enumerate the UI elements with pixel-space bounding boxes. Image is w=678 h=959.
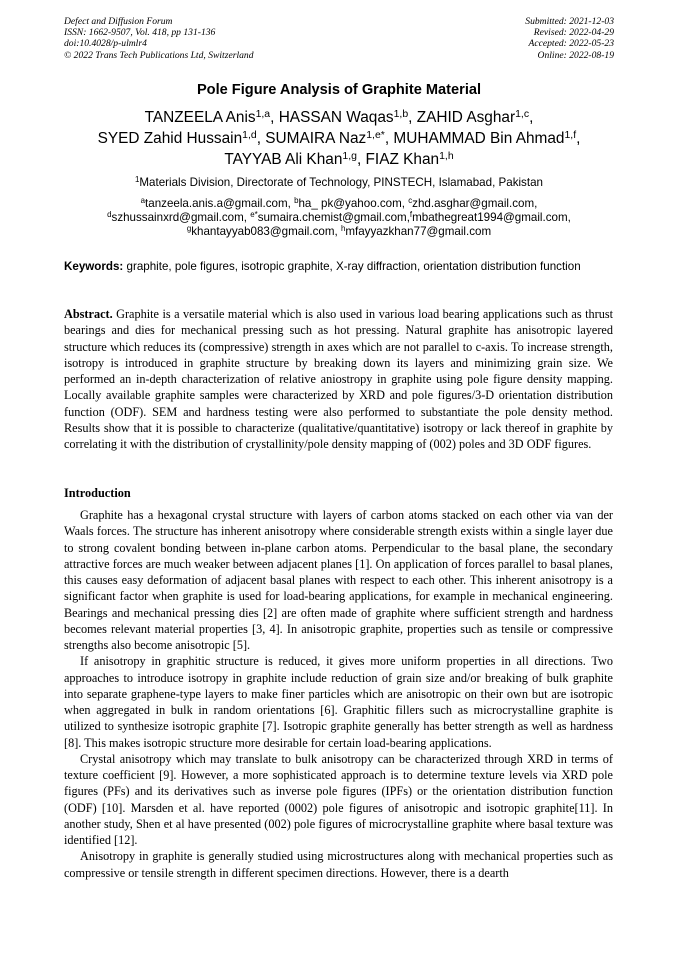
author: MUHAMMAD Bin Ahmad$^{1,f}$,: [393, 129, 581, 147]
email-link[interactable]: sumaira.chemist@gmail.com: [257, 211, 407, 225]
paper-title: Pole Figure Analysis of Graphite Material: [196, 82, 482, 98]
email-link[interactable]: ha_ pk@yahoo.com: [298, 197, 402, 210]
email-link[interactable]: zhd.asghar@gmail.com: [412, 197, 535, 210]
abstract-text: Graphite is a versatile material which is also used in various load bearing applications such as thrust bearings and dies for mechanical pressing such as hot pressing. Natural graphite has anisotropic layered structure which reduces its (compressive) strength in axes which are not parallel to c-axis. To increase strength, isotropy is introduced in graphite structure by breaking down its layers and minimizing grain size. We performed an in-depth characterization of relative aniostropy in graphite using pole figure density mapping. Locally available graphite samples were characterized by XRD and pole figures/3-D orientation distribution function (ODF). SEM and hardness testing were also performed to substantiate the pole density method. Results show that it is possible to characterize (qualitative/quantitative) isotropy or lack thereof in graphite by correlating it with the distribution of crystallinity/pole density mapping of (002) poles and 3D ODF figures.: [64, 307, 613, 451]
email-link[interactable]: mbathegreat1994@gmail.com: [412, 211, 568, 225]
publication-dates: [525, 16, 614, 61]
date-accepted: Accepted: 2022-05-23: [528, 38, 614, 50]
paragraph: Crystal anisotropy which may translate to bulk anisotropy can be characterized through XRD in terms of texture coefficient [9]. However, a more sophisticated approach is to determine texture levels via XRD pole figures (PFs) and its derivatives such as inverse pole figures (IPFs) or the orientation distribution function (ODF) [10]. Marsden et al. have reported (0002) pole figures of anisotropic and isotropic graphite[11]. In another study, Shen et al have presented (002) pole figures of microcrystalline graphite where basal texture was identified [12].: [64, 751, 613, 847]
journal-doi: doi:10.4028/p-ulmlr4: [64, 38, 147, 50]
author: TAYYAB Ali Khan$^{1,g}$,: [224, 150, 366, 168]
author: ZAHID Asghar$^{1,c}$,: [416, 108, 534, 126]
author: SUMAIRA Naz$^{1,e*}$,: [265, 129, 394, 147]
abstract: [64, 306, 613, 452]
section-heading: Introduction: [64, 486, 131, 500]
author-emails: $^a$tanzeela.anis.a@gmail.com, $^b$ha_ pk@yahoo.com, $^c$zhd.asghar@gmail.com, $^d$szhussainxrd@gmail.com, $^{e*}$sumaira.chemist@gmail.com,$^f$mbathegreat1994@gmail.com, $^g$khantayyab083@gmail.com, $^h$mfayyazkhan77@gmail.com: [107, 196, 571, 239]
author: HASSAN Waqas$^{1,b}$,: [278, 108, 417, 126]
introduction-body: [64, 507, 613, 881]
author: TANZEELA Anis$^{1,a}$,: [144, 108, 279, 126]
date-online: Online: 2022-08-19: [537, 49, 614, 61]
journal-copyright: © 2022 Trans Tech Publications Ltd, Switzerland: [64, 49, 254, 61]
email-link[interactable]: szhussainxrd@gmail.com: [111, 211, 244, 225]
affiliation: $^1$Materials Division, Directorate of Technology, PINSTECH, Islamabad, Pakistan: [135, 175, 543, 189]
paragraph: If anisotropy in graphitic structure is reduced, it gives more uniform properties in all directions. Two approaches to introduce isotropy in graphite include reduction of grain size and/or breaking of bulk graphite into separate graphene-type layers to make finer particles which are anisotropic on their own but are isotropic when aggregated in bulk in random orientations [6]. Graphitic fillers such as microcrystalline graphite is utilized to synthesize isotropic graphite [7]. Isotropic graphite generally has better strength as well as hardness [8]. This makes isotropic structure more desirable for certain load-bearing applications.: [64, 654, 613, 750]
email-link[interactable]: mfayyazkhan77@gmail.com: [345, 225, 492, 239]
paragraph: Anisotropy in graphite is generally studied using microstructures along with mechanical properties such as compressive or tensile strength in different specimen directions. However, there is a dearth: [64, 849, 613, 880]
journal-info: [64, 16, 254, 61]
author: SYED Zahid Hussain$^{1,d}$,: [97, 129, 266, 147]
date-submitted: Submitted: 2021-12-03: [525, 16, 614, 27]
email-link[interactable]: khantayyab083@gmail.com: [191, 225, 335, 239]
paragraph: Graphite has a hexagonal crystal structure with layers of carbon atoms stacked on each other via van der Waals forces. The structure has inherent anisotropy where considerable strength exists within a single layer due to strong covalent bonding between in-plane carbon atoms. Perpendicular to the basal plane, the secondary attractive forces are much weaker between adjacent planes [1]. On application of forces parallel to basal planes, this causes easy deformation of adjacent basal planes with respect to each other. This inherent anisotropy is a significant factor when graphite is used for load-bearing applications, for example in mechanical engineering. Bearings and mechanical pressing dies [2] are often made of graphite where sufficient strength and hardness becomes relevant material properties [3, 4]. In anisotropic graphite, properties such as tensile or compressive strengths also become anisotropic [5].: [64, 508, 613, 652]
email-link[interactable]: tanzeela.anis.a@gmail.com: [145, 197, 288, 210]
keywords-text: graphite, pole figures, isotropic graphite, X-ray diffraction, orientation distribution function: [126, 260, 581, 273]
date-revised: Revised: 2022-04-29: [533, 27, 614, 39]
keywords: [64, 260, 613, 274]
abstract-label: Abstract.: [64, 307, 113, 321]
journal-name: Defect and Diffusion Forum: [64, 16, 173, 27]
author-list: [60, 107, 618, 170]
author: FIAZ Khan$^{1,h}$: [365, 150, 454, 168]
journal-issn: ISSN: 1662-9507, Vol. 418, pp 131-136: [64, 27, 216, 39]
keywords-label: Keywords:: [64, 260, 124, 273]
